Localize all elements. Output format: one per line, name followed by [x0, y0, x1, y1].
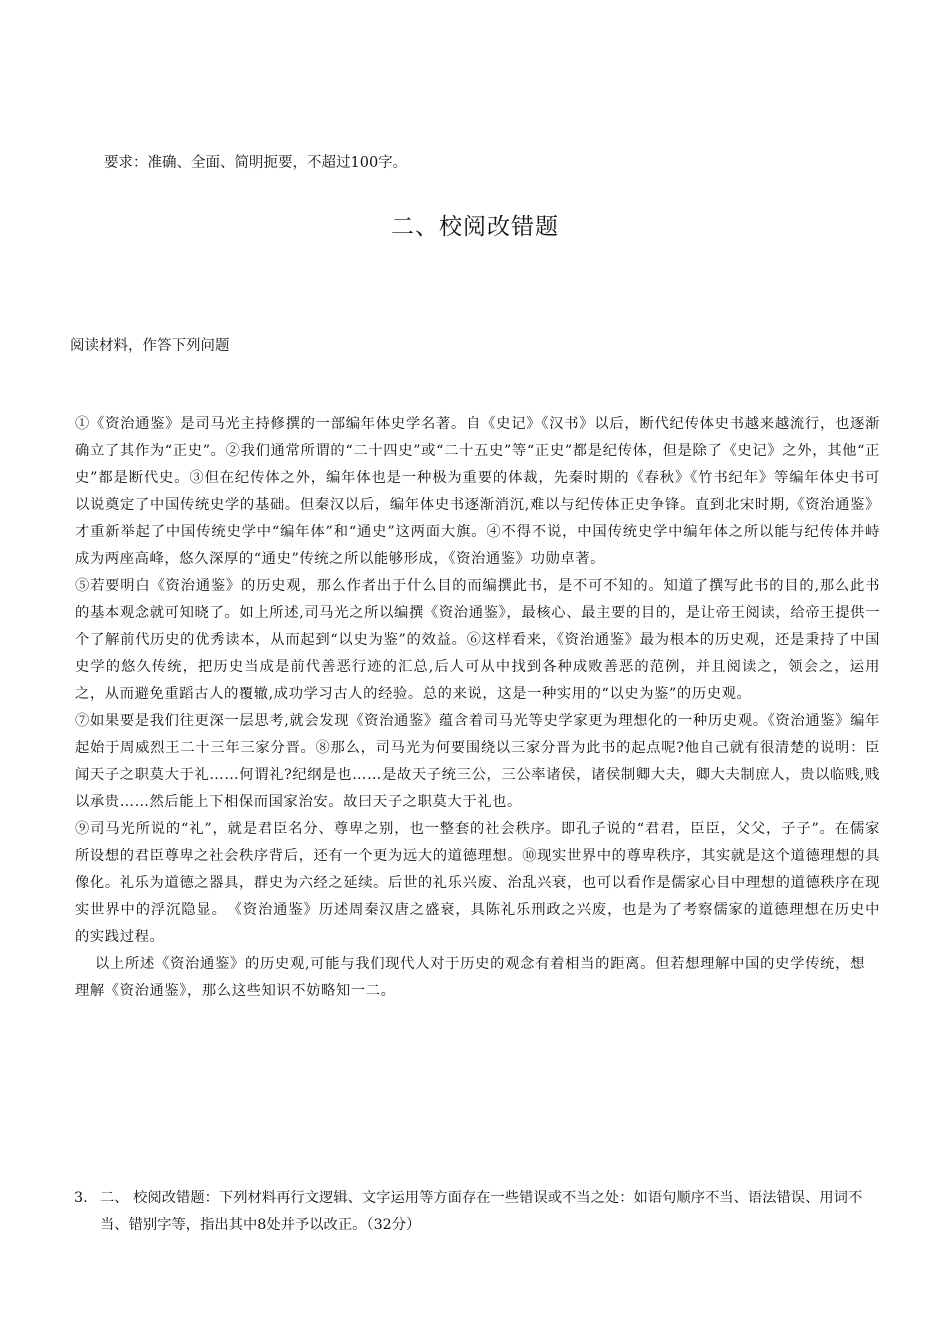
question-3	[74, 1185, 874, 1239]
answer-requirement: 要求：准确、全面、简明扼要，不超过100字。	[104, 155, 408, 171]
passage-paragraph-4: ⑨司马光所说的“礼”，就是君臣名分、尊卑之别，也一整套的社会秩序。即孔子说的“君君，臣臣，父父，子子”。在儒家所设想的君臣尊卑之社会秩序背后，还有一个更为远大的道德理想。⑩现实世界中的尊卑秩序，其实就是这个道德理想的具像化。礼乐为道德之器具，群史为六经之延续。后世的礼乐兴废、治乱兴衰，也可以看作是儒家心目中理想的道德秩序在现实世界中的浮沉隐显。 《资治通鉴》历述周秦汉唐之盛衰，具陈礼乐刑政之兴废，也是为了考察儒家的道德理想在历史中的实践过程。	[75, 821, 880, 945]
question-text: 二、 校阅改错题：下列材料再行文逻辑、文字运用等方面存在一些错误或不当之处：如语句顺序不当、语法错误、用词不当、错别字等，指出其中8处并予以改正。（32分）	[100, 1190, 863, 1233]
passage-paragraph-5: 以上所述《资治通鉴》的历史观,可能与我们现代人对于历史的观念有着相当的距离。但若想理解中国的史学传统，想理解《资治通鉴》，那么这些知识不妨略知一二。	[75, 956, 865, 999]
passage-paragraph-1: ①《资治通鉴》是司马光主持修撰的一部编年体史学名著。自《史记》《汉书》以后，断代纪传体史书越来越流行，也逐渐确立了其作为“正史”。②我们通常所谓的“二十四史”或“二十五史”等“正史”都是纪传体，但是除了《史记》之外，其他“正史”都是断代史。③但在纪传体之外，编年体也是一种极为重要的体裁，先秦时期的《春秋》《竹书纪年》等编年体史书可以说奠定了中国传统史学的基础。但秦汉以后，编年体史书逐渐消沉,难以与纪传体正史争锋。直到北宋时期,《资治通鉴》才重新举起了中国传统史学中“编年体”和“通史”这两面大旗。④不得不说，中国传统史学中编年体之所以能与纪传体并峙成为两座高峰，悠久深厚的“通史”传统之所以能够形成，《资治通鉴》功勋卓著。	[75, 416, 880, 567]
section-title: 二、校阅改错题	[391, 214, 559, 240]
passage-paragraph-2: ⑤若要明白《资治通鉴》的历史观，那么作者出于什么目的而编撰此书，是不可不知的。知道了撰写此书的目的,那么此书的基本观念就可知晓了。如上所述,司马光之所以编撰《资治通鉴》，最核心、最主要的目的，是让帝王阅读，给帝王提供一个了解前代历史的优秀读本，从而起到“以史为鉴”的效益。⑥这样看来，《资治通鉴》最为根本的历史观，还是秉持了中国史学的悠久传统，把历史当成是前代善恶行迹的汇总,后人可从中找到各种成败善恶的范例，并且阅读之，领会之，运用之，从而避免重蹈古人的覆辙,成功学习古人的经验。总的来说，这是一种实用的“以史为鉴”的历史观。	[75, 578, 880, 702]
passage-paragraph-3: ⑦如果要是我们往更深一层思考,就会发现《资治通鉴》蕴含着司马光等史学家更为理想化的一种历史观。《资治通鉴》编年起始于周威烈王二十三年三家分晋。⑧那么，司马光为何要围绕以三家分晋为此书的起点呢?他自己就有很清楚的说明：臣闻天子之职莫大于礼……何谓礼?纪纲是也……是故天子统三公，三公率诸侯，诸侯制卿大夫，卿大夫制庶人，贵以临贱,贱以承贵……然后能上下相保而国家治安。故曰天子之职莫大于礼也。	[75, 713, 880, 810]
reading-passage	[75, 411, 880, 1005]
reading-instruction: 阅读材料，作答下列问题	[70, 338, 230, 354]
question-number: 3.	[74, 1190, 88, 1206]
